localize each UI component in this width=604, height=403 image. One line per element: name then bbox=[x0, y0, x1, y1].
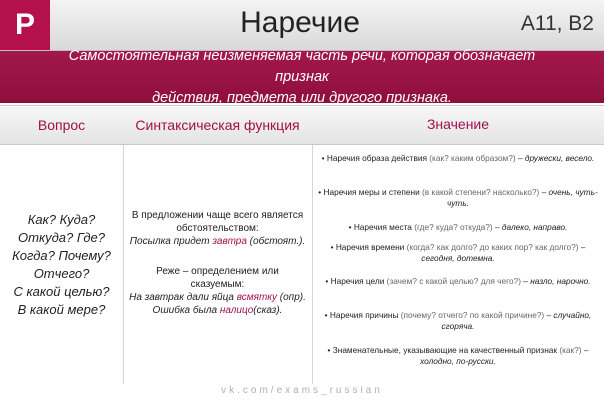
watermark: vk.com/exams_russian bbox=[221, 385, 383, 396]
definition-line-1: Самостоятельная неизменяемая часть речи, которая обозначает признак bbox=[68, 47, 536, 85]
meaning-item: • Наречия меры и степени (в какой степени? насколько?) – очень, чуть-чуть. bbox=[318, 187, 598, 208]
question-item: С какой целью? bbox=[13, 283, 110, 299]
meaning-item: • Наречия времени (когда? как долго? до каких пор? как долго?) – сегодня, дотемна. bbox=[330, 242, 586, 263]
exam-code: А11, В2 bbox=[520, 12, 594, 35]
question-item: Как? Куда? bbox=[27, 211, 96, 227]
question-item: В какой мере? bbox=[17, 301, 106, 317]
info-table bbox=[0, 105, 604, 384]
syntax-main-line-2: обстоятельством: bbox=[176, 223, 259, 234]
syntax-alt-line-2: сказуемым: bbox=[190, 279, 245, 290]
meaning-column bbox=[312, 106, 604, 384]
question-list bbox=[0, 145, 123, 384]
syntax-main bbox=[123, 209, 312, 248]
question-item: Отчего? bbox=[33, 265, 90, 281]
syntax-alt bbox=[123, 265, 312, 317]
meaning-item: • Знаменательные, указывающие на качественный признак (как?) – холодно, по-русски. bbox=[327, 345, 589, 366]
syntax-body bbox=[123, 145, 312, 384]
definition-banner bbox=[0, 47, 604, 106]
header-bar bbox=[0, 0, 604, 51]
syntax-column bbox=[123, 106, 313, 384]
meaning-list bbox=[312, 145, 604, 384]
question-column bbox=[0, 106, 124, 384]
question-header: Вопрос bbox=[0, 106, 123, 145]
question-item: Когда? Почему? bbox=[12, 247, 111, 263]
meaning-item: • Наречия места (где? куда? откуда?) – далеко, направо. bbox=[348, 222, 568, 232]
question-item: Откуда? Где? bbox=[18, 229, 105, 245]
syntax-main-line-1: В предложении чаще всего является bbox=[131, 210, 304, 221]
syntax-example-1: Посылка придет завтра (обстоят.). bbox=[129, 236, 306, 247]
page-title: Наречие bbox=[240, 6, 360, 39]
meaning-item: • Наречия причины (почему? отчего? по какой причине?) – случайно, сгоряча. bbox=[324, 310, 592, 331]
syntax-example-3: Ошибка была налицо(сказ). bbox=[152, 305, 283, 316]
meaning-item: • Наречия цели (зачем? с какой целью? для чего?) – назло, нарочно. bbox=[325, 276, 591, 286]
syntax-example-2: На завтрак дали яйца всмятку (опр). bbox=[129, 292, 306, 303]
definition-line-2: действия, предмета или другого признака. bbox=[152, 89, 452, 106]
meaning-header: Значение bbox=[312, 106, 604, 145]
logo-badge: Р bbox=[0, 0, 50, 50]
syntax-header: Синтаксическая функция bbox=[123, 106, 312, 145]
syntax-alt-line-1: Реже – определением или bbox=[156, 266, 279, 277]
meaning-item: • Наречия образа действия (как? каким образом?) – дружески, весело. bbox=[321, 153, 595, 163]
